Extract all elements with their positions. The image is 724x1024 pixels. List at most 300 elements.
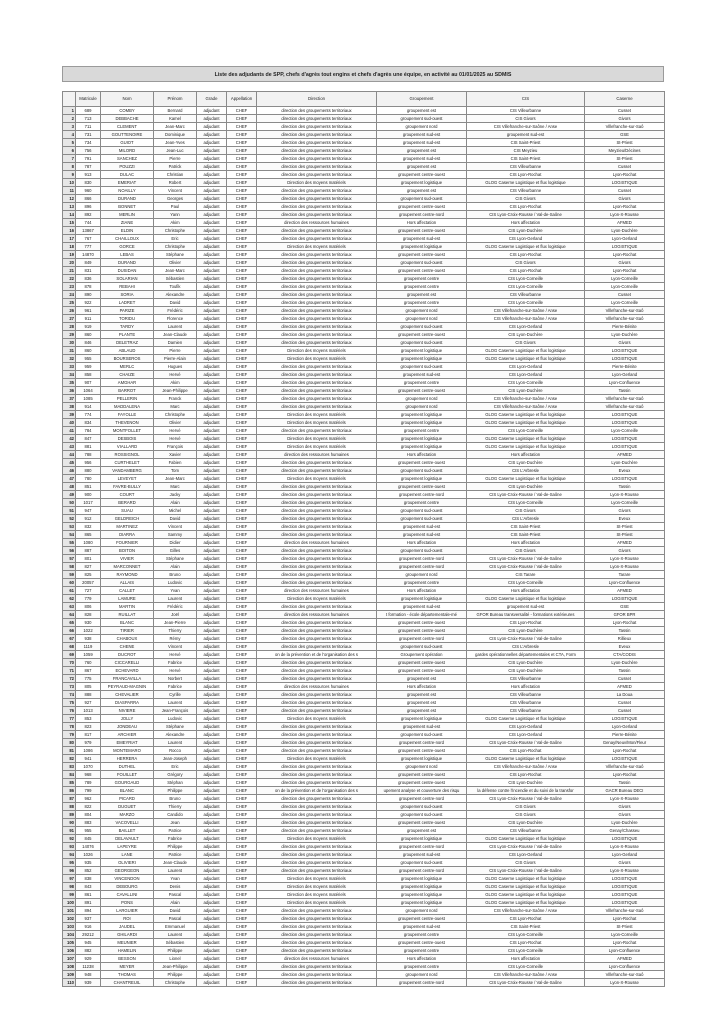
cis-cell: CIS Lyon-Duchère bbox=[467, 483, 585, 491]
caserne-cell: Villefranche-sur-Saô bbox=[585, 123, 665, 131]
groupement-cell: groupement centre-ouest bbox=[377, 251, 467, 259]
matricule-cell: 832 bbox=[76, 523, 101, 531]
prenom-cell: Xavier bbox=[154, 451, 197, 459]
nom-cell: CHAIZE bbox=[101, 371, 154, 379]
direction-cell: direction des groupements territoriaux bbox=[257, 555, 377, 563]
matricule-cell: 760 bbox=[76, 659, 101, 667]
caserne-cell: LOGISTIQUE bbox=[585, 355, 665, 363]
direction-cell: on de la prévention et de l'organisation des s bbox=[257, 787, 377, 795]
matricule-cell: 1059 bbox=[76, 651, 101, 659]
prenom-cell: Philippe bbox=[154, 947, 197, 955]
row-index-cell: 58 bbox=[63, 563, 76, 571]
table-row bbox=[63, 171, 665, 179]
grade-cell: adjudant bbox=[197, 475, 227, 483]
cis-cell: CIS Givors bbox=[467, 859, 585, 867]
grade-cell: adjudant bbox=[197, 819, 227, 827]
groupement-cell: groupement nord bbox=[377, 763, 467, 771]
prenom-cell: Marc bbox=[154, 403, 197, 411]
direction-cell: Direction des moyens matériels bbox=[257, 835, 377, 843]
matricule-cell: 851 bbox=[76, 483, 101, 491]
direction-cell: direction des groupements territoriaux bbox=[257, 123, 377, 131]
table-row bbox=[63, 139, 665, 147]
cis-cell: CIS Lyon-Croix-Rousse / Val-de-Saône bbox=[467, 563, 585, 571]
direction-cell: direction des groupements territoriaux bbox=[257, 107, 377, 115]
caserne-cell: Lyon-X-Rousse bbox=[585, 979, 665, 987]
matricule-cell: 823 bbox=[76, 723, 101, 731]
caserne-cell: Lyon-Confluence bbox=[585, 579, 665, 587]
row-index-cell: 56 bbox=[63, 547, 76, 555]
cis-cell: CIS Villefranche-sur-Saône / Anse bbox=[467, 763, 585, 771]
nom-cell: MEUNIER bbox=[101, 939, 154, 947]
caserne-cell: LOGISTIQUE bbox=[585, 243, 665, 251]
direction-cell: direction des groupements territoriaux bbox=[257, 747, 377, 755]
prenom-cell: Norbert bbox=[154, 675, 197, 683]
caserne-cell: Lyon-Confluence bbox=[585, 947, 665, 955]
cis-cell: CIS Givors bbox=[467, 259, 585, 267]
appellation-cell: CHEF bbox=[227, 115, 257, 123]
caserne-cell: Lyon-X-Rousse bbox=[585, 867, 665, 875]
table-row bbox=[63, 283, 665, 291]
matricule-cell: 979 bbox=[76, 739, 101, 747]
direction-cell: direction des groupements territoriaux bbox=[257, 939, 377, 947]
groupement-cell: groupement sud-ouest bbox=[377, 195, 467, 203]
caserne-cell: St-Priest bbox=[585, 155, 665, 163]
direction-cell: direction des groupements territoriaux bbox=[257, 603, 377, 611]
row-index-cell: 42 bbox=[63, 435, 76, 443]
row-index-cell: 11 bbox=[63, 187, 76, 195]
grade-cell: adjudant bbox=[197, 755, 227, 763]
direction-cell: direction des groupements territoriaux bbox=[257, 947, 377, 955]
matricule-cell: 734 bbox=[76, 139, 101, 147]
table-row bbox=[63, 803, 665, 811]
grade-cell: adjudant bbox=[197, 867, 227, 875]
caserne-cell: AFMED bbox=[585, 955, 665, 963]
cis-cell: GFOR Bureau transversalité - formations extérieures bbox=[467, 611, 585, 619]
cis-cell: GLOG Caserne Logistique et flux logistique bbox=[467, 899, 585, 907]
prenom-cell: Eric bbox=[154, 763, 197, 771]
nom-cell: MERLC bbox=[101, 363, 154, 371]
nom-cell: MARZO bbox=[101, 811, 154, 819]
appellation-cell: CHEF bbox=[227, 907, 257, 915]
table-row bbox=[63, 131, 665, 139]
cis-cell: CIS Lyon-Rochat bbox=[467, 915, 585, 923]
grade-cell: adjudant bbox=[197, 675, 227, 683]
appellation-cell: CHEF bbox=[227, 731, 257, 739]
groupement-cell: groupement centre-nord bbox=[377, 843, 467, 851]
cis-cell: GLOG Caserne Logistique et flux logistique bbox=[467, 595, 585, 603]
nom-cell: HERRERA bbox=[101, 755, 154, 763]
prenom-cell: Yvan bbox=[154, 875, 197, 883]
grade-cell: adjudant bbox=[197, 635, 227, 643]
appellation-cell: CHEF bbox=[227, 259, 257, 267]
row-index-cell: 7 bbox=[63, 155, 76, 163]
prenom-cell: Sébastien bbox=[154, 275, 197, 283]
groupement-cell: groupement centre-ouest bbox=[377, 483, 467, 491]
appellation-cell: CHEF bbox=[227, 563, 257, 571]
direction-cell: direction des groupements territoriaux bbox=[257, 619, 377, 627]
nom-cell: ARCHIER bbox=[101, 731, 154, 739]
direction-cell: direction des groupements territoriaux bbox=[257, 251, 377, 259]
nom-cell: SORIA bbox=[101, 291, 154, 299]
direction-cell: direction des groupements territoriaux bbox=[257, 843, 377, 851]
groupement-cell: groupement sud-ouest bbox=[377, 115, 467, 123]
groupement-cell: groupement logistique bbox=[377, 475, 467, 483]
caserne-cell: LOGISTIQUE bbox=[585, 443, 665, 451]
nom-cell: BOITON bbox=[101, 547, 154, 555]
matricule-cell: 890 bbox=[76, 291, 101, 299]
row-index-cell: 49 bbox=[63, 491, 76, 499]
cis-cell: CIS Lyon-Croix-Rousse / Val-de-Saône bbox=[467, 979, 585, 987]
row-index-cell: 105 bbox=[63, 939, 76, 947]
grade-cell: adjudant bbox=[197, 707, 227, 715]
row-index-cell: 62 bbox=[63, 595, 76, 603]
direction-cell: direction des groupements territoriaux bbox=[257, 331, 377, 339]
cis-cell: GLOG Caserne Logistique et flux logistique bbox=[467, 419, 585, 427]
direction-cell: direction des groupements territoriaux bbox=[257, 931, 377, 939]
appellation-cell: CHEF bbox=[227, 539, 257, 547]
row-index-cell: 77 bbox=[63, 715, 76, 723]
prenom-cell: Hervé bbox=[154, 435, 197, 443]
row-index-cell: 41 bbox=[63, 427, 76, 435]
prenom-cell: Georges bbox=[154, 195, 197, 203]
grade-cell: adjudant bbox=[197, 603, 227, 611]
caserne-cell: LOGISTIQUE bbox=[585, 419, 665, 427]
matricule-cell: 789 bbox=[76, 779, 101, 787]
cis-cell: CIS Lyon-Corneille bbox=[467, 931, 585, 939]
matricule-cell: 806 bbox=[76, 603, 101, 611]
cis-cell: CIS Lyon-Croix-Rousse / Val-de-Saône bbox=[467, 555, 585, 563]
table-row bbox=[63, 107, 665, 115]
table-row bbox=[63, 579, 665, 587]
matricule-cell: 930 bbox=[76, 619, 101, 627]
grade-cell: adjudant bbox=[197, 107, 227, 115]
table-row bbox=[63, 891, 665, 899]
table-row bbox=[63, 675, 665, 683]
cis-cell: GLOG Caserne Logistique et flux logistique bbox=[467, 355, 585, 363]
table-row bbox=[63, 971, 665, 979]
groupement-cell: groupement logistique bbox=[377, 755, 467, 763]
matricule-cell: 805 bbox=[76, 683, 101, 691]
row-index-cell: 31 bbox=[63, 347, 76, 355]
table-header-row bbox=[63, 92, 665, 107]
groupement-cell: groupement centre-ouest bbox=[377, 227, 467, 235]
caserne-cell: St-Priest bbox=[585, 531, 665, 539]
nom-cell: PELLERIN bbox=[101, 395, 154, 403]
grade-cell: adjudant bbox=[197, 811, 227, 819]
prenom-cell: Dominique bbox=[154, 131, 197, 139]
row-index-cell: 10 bbox=[63, 179, 76, 187]
matricule-cell: 929 bbox=[76, 955, 101, 963]
table-row bbox=[63, 323, 665, 331]
row-index-cell: 106 bbox=[63, 947, 76, 955]
nom-cell: LANE bbox=[101, 851, 154, 859]
appellation-cell: CHEF bbox=[227, 187, 257, 195]
matricule-cell: 1013 bbox=[76, 707, 101, 715]
row-index-cell: 45 bbox=[63, 459, 76, 467]
direction-cell: Direction des moyens matériels bbox=[257, 595, 377, 603]
direction-cell: direction des groupements territoriaux bbox=[257, 507, 377, 515]
grade-cell: adjudant bbox=[197, 595, 227, 603]
prenom-cell: Paul bbox=[154, 203, 197, 211]
direction-cell: direction des groupements territoriaux bbox=[257, 203, 377, 211]
matricule-cell: 960 bbox=[76, 187, 101, 195]
grade-cell: adjudant bbox=[197, 251, 227, 259]
grade-cell: adjudant bbox=[197, 459, 227, 467]
caserne-cell: Eveux bbox=[585, 467, 665, 475]
appellation-cell: CHEF bbox=[227, 363, 257, 371]
table-row bbox=[63, 555, 665, 563]
cis-cell: CIS Lyon-Rochat bbox=[467, 171, 585, 179]
direction-cell: direction des groupements territoriaux bbox=[257, 915, 377, 923]
direction-cell: direction des groupements territoriaux bbox=[257, 227, 377, 235]
prenom-cell: Akim bbox=[154, 379, 197, 387]
groupement-cell: groupement logistique bbox=[377, 875, 467, 883]
cis-cell: CIS Villeurbanne bbox=[467, 675, 585, 683]
table-row bbox=[63, 659, 665, 667]
caserne-cell: LOGISTIQUE bbox=[585, 347, 665, 355]
row-index-cell: 19 bbox=[63, 251, 76, 259]
direction-cell: direction des groupements territoriaux bbox=[257, 187, 377, 195]
row-index-cell: 25 bbox=[63, 299, 76, 307]
appellation-cell: CHEF bbox=[227, 715, 257, 723]
prenom-cell: Olivier bbox=[154, 419, 197, 427]
groupement-cell: Groupement opération bbox=[377, 651, 467, 659]
grade-cell: adjudant bbox=[197, 379, 227, 387]
nom-cell: MARCONNET bbox=[101, 563, 154, 571]
groupement-cell: groupement centre bbox=[377, 427, 467, 435]
nom-cell: BLANC bbox=[101, 787, 154, 795]
groupement-cell: groupement centre bbox=[377, 275, 467, 283]
table-row bbox=[63, 627, 665, 635]
appellation-cell: CHEF bbox=[227, 147, 257, 155]
grade-cell: adjudant bbox=[197, 667, 227, 675]
prenom-cell: Laurent bbox=[154, 699, 197, 707]
direction-cell: direction des ressources humaines bbox=[257, 683, 377, 691]
caserne-cell: Tassin bbox=[585, 387, 665, 395]
row-index-cell: 82 bbox=[63, 755, 76, 763]
cis-cell: CIS Villefranche-sur-Saône / Anse bbox=[467, 315, 585, 323]
grade-cell: adjudant bbox=[197, 771, 227, 779]
direction-cell: Direction des moyens matériels bbox=[257, 435, 377, 443]
nom-cell: GUIOT bbox=[101, 139, 154, 147]
appellation-cell: CHEF bbox=[227, 331, 257, 339]
grade-cell: adjudant bbox=[197, 891, 227, 899]
row-index-cell: 30 bbox=[63, 339, 76, 347]
caserne-cell: Lyon-Corneille bbox=[585, 283, 665, 291]
prenom-cell: Stéphane bbox=[154, 555, 197, 563]
grade-cell: adjudant bbox=[197, 259, 227, 267]
table-row bbox=[63, 467, 665, 475]
caserne-cell: St-Priest bbox=[585, 523, 665, 531]
prenom-cell: Didier bbox=[154, 539, 197, 547]
matricule-cell: 858 bbox=[76, 371, 101, 379]
row-index-cell: 107 bbox=[63, 955, 76, 963]
row-index-cell: 8 bbox=[63, 163, 76, 171]
groupement-cell: groupement logistique bbox=[377, 179, 467, 187]
row-index-cell: 53 bbox=[63, 523, 76, 531]
appellation-cell: CHEF bbox=[227, 547, 257, 555]
prenom-cell: Kamel bbox=[154, 115, 197, 123]
prenom-cell: Jean-Philippe bbox=[154, 387, 197, 395]
grade-cell: adjudant bbox=[197, 915, 227, 923]
prenom-cell: Laurent bbox=[154, 739, 197, 747]
row-index-cell: 55 bbox=[63, 539, 76, 547]
groupement-cell: Hors affectation bbox=[377, 451, 467, 459]
grade-cell: adjudant bbox=[197, 275, 227, 283]
groupement-cell: groupement est bbox=[377, 187, 467, 195]
appellation-cell: CHEF bbox=[227, 339, 257, 347]
appellation-cell: CHEF bbox=[227, 211, 257, 219]
row-index-cell: 71 bbox=[63, 667, 76, 675]
appellation-cell: CHEF bbox=[227, 227, 257, 235]
groupement-cell: Hors affectation bbox=[377, 539, 467, 547]
matricule-cell: 894 bbox=[76, 907, 101, 915]
nom-cell: MONTEMARO bbox=[101, 747, 154, 755]
grade-cell: adjudant bbox=[197, 219, 227, 227]
groupement-cell: groupement est bbox=[377, 147, 467, 155]
cis-cell: CIS Lyon-Gerland bbox=[467, 723, 585, 731]
matricule-cell: 1085 bbox=[76, 395, 101, 403]
nom-cell: BOURSEROS bbox=[101, 355, 154, 363]
table-row bbox=[63, 739, 665, 747]
row-index-cell: 4 bbox=[63, 131, 76, 139]
cis-cell: CIS Villeurbanne bbox=[467, 163, 585, 171]
appellation-cell: CHEF bbox=[227, 859, 257, 867]
row-index-cell: 110 bbox=[63, 979, 76, 987]
nom-cell: RAYMOND bbox=[101, 571, 154, 579]
prenom-cell: David bbox=[154, 907, 197, 915]
cis-cell: CIS Givors bbox=[467, 811, 585, 819]
prenom-cell: Thierry bbox=[154, 627, 197, 635]
matricule-cell: 882 bbox=[76, 947, 101, 955]
cis-cell: CIS Lyon-Corneille bbox=[467, 283, 585, 291]
nom-cell: PEYRAUD-MAGNIN bbox=[101, 683, 154, 691]
nom-cell: MARTINEZ bbox=[101, 523, 154, 531]
table-row bbox=[63, 435, 665, 443]
grade-cell: adjudant bbox=[197, 187, 227, 195]
grade-cell: adjudant bbox=[197, 163, 227, 171]
caserne-cell: Villefranche-sur-Saô bbox=[585, 971, 665, 979]
direction-cell: direction des groupements territoriaux bbox=[257, 371, 377, 379]
groupement-cell: groupement sud-ouest bbox=[377, 259, 467, 267]
appellation-cell: CHEF bbox=[227, 139, 257, 147]
table-row bbox=[63, 203, 665, 211]
cis-cell: CIS Villeurbanne bbox=[467, 827, 585, 835]
appellation-cell: CHEF bbox=[227, 123, 257, 131]
cis-cell: CIS Lyon-Duchère bbox=[467, 667, 585, 675]
direction-cell: direction des groupements territoriaux bbox=[257, 795, 377, 803]
direction-cell: direction des groupements territoriaux bbox=[257, 707, 377, 715]
nom-cell: MARTIN bbox=[101, 603, 154, 611]
grade-cell: adjudant bbox=[197, 435, 227, 443]
nom-cell: DIARRA bbox=[101, 531, 154, 539]
nom-cell: BARROT bbox=[101, 387, 154, 395]
table-row bbox=[63, 771, 665, 779]
caserne-cell: Tarare bbox=[585, 571, 665, 579]
cis-cell: gardes opérationnelles départementales et CTA, Form bbox=[467, 651, 585, 659]
table-row bbox=[63, 267, 665, 275]
direction-cell: Direction des moyens matériels bbox=[257, 755, 377, 763]
direction-cell: Direction des moyens matériels bbox=[257, 411, 377, 419]
nom-cell: BONNET bbox=[101, 203, 154, 211]
row-index-cell: 48 bbox=[63, 483, 76, 491]
direction-cell: Direction des moyens matériels bbox=[257, 883, 377, 891]
direction-cell: on de la prévention et de l'organisation des s bbox=[257, 651, 377, 659]
direction-cell: direction des groupements territoriaux bbox=[257, 635, 377, 643]
row-index-cell: 97 bbox=[63, 875, 76, 883]
table-row bbox=[63, 587, 665, 595]
groupement-cell: groupement nord bbox=[377, 315, 467, 323]
prenom-cell: Fabrice bbox=[154, 659, 197, 667]
groupement-cell: groupement sud-ouest bbox=[377, 323, 467, 331]
cis-cell: CIS Lyon-Duchère bbox=[467, 387, 585, 395]
column-header-groupement: Groupement bbox=[377, 92, 467, 107]
groupement-cell: groupement centre bbox=[377, 931, 467, 939]
appellation-cell: CHEF bbox=[227, 971, 257, 979]
groupement-cell: Hors affectation bbox=[377, 683, 467, 691]
prenom-cell: Sébastien bbox=[154, 939, 197, 947]
nom-cell: GEORGEON bbox=[101, 867, 154, 875]
grade-cell: adjudant bbox=[197, 931, 227, 939]
appellation-cell: CHEF bbox=[227, 451, 257, 459]
nom-cell: FOURNIER bbox=[101, 539, 154, 547]
grade-cell: adjudant bbox=[197, 411, 227, 419]
row-index-cell: 17 bbox=[63, 235, 76, 243]
prenom-cell: Jean-Luc bbox=[154, 147, 197, 155]
caserne-cell: CTA/CODIS bbox=[585, 651, 665, 659]
matricule-cell: 834 bbox=[76, 419, 101, 427]
caserne-cell: Lyon-Gerland bbox=[585, 723, 665, 731]
cis-cell: CIS Lyon-Corneille bbox=[467, 947, 585, 955]
nom-cell: VACOVELLI bbox=[101, 819, 154, 827]
direction-cell: direction des ressources humaines bbox=[257, 539, 377, 547]
table-row bbox=[63, 403, 665, 411]
prenom-cell: Patrick bbox=[154, 163, 197, 171]
row-index-cell: 66 bbox=[63, 627, 76, 635]
row-index-cell: 6 bbox=[63, 147, 76, 155]
caserne-cell: Lyon-Rochat bbox=[585, 267, 665, 275]
grade-cell: adjudant bbox=[197, 963, 227, 971]
appellation-cell: CHEF bbox=[227, 643, 257, 651]
nom-cell: RUILLAT bbox=[101, 611, 154, 619]
cis-cell: CIS Lyon-Corneille bbox=[467, 963, 585, 971]
matricule-cell: 878 bbox=[76, 283, 101, 291]
groupement-cell: groupement sud-est bbox=[377, 155, 467, 163]
appellation-cell: CHEF bbox=[227, 651, 257, 659]
matricule-cell: 939 bbox=[76, 979, 101, 987]
nom-cell: COURT bbox=[101, 491, 154, 499]
matricule-cell: 777 bbox=[76, 243, 101, 251]
groupement-cell: groupement sud-est bbox=[377, 523, 467, 531]
row-index-cell: 109 bbox=[63, 971, 76, 979]
table-row bbox=[63, 867, 665, 875]
direction-cell: direction des groupements territoriaux bbox=[257, 739, 377, 747]
groupement-cell: groupement centre-ouest bbox=[377, 771, 467, 779]
prenom-cell: Alain bbox=[154, 563, 197, 571]
table-row bbox=[63, 155, 665, 163]
matricule-cell: 892 bbox=[76, 211, 101, 219]
matricule-cell: 836 bbox=[76, 275, 101, 283]
appellation-cell: CHEF bbox=[227, 291, 257, 299]
groupement-cell: groupement centre-nord bbox=[377, 979, 467, 987]
prenom-cell: Jean-Claude bbox=[154, 331, 197, 339]
row-index-cell: 65 bbox=[63, 619, 76, 627]
direction-cell: direction des groupements territoriaux bbox=[257, 563, 377, 571]
prenom-cell: Florence bbox=[154, 315, 197, 323]
matricule-cell: 774 bbox=[76, 411, 101, 419]
row-index-cell: 27 bbox=[63, 315, 76, 323]
direction-cell: direction des groupements territoriaux bbox=[257, 571, 377, 579]
